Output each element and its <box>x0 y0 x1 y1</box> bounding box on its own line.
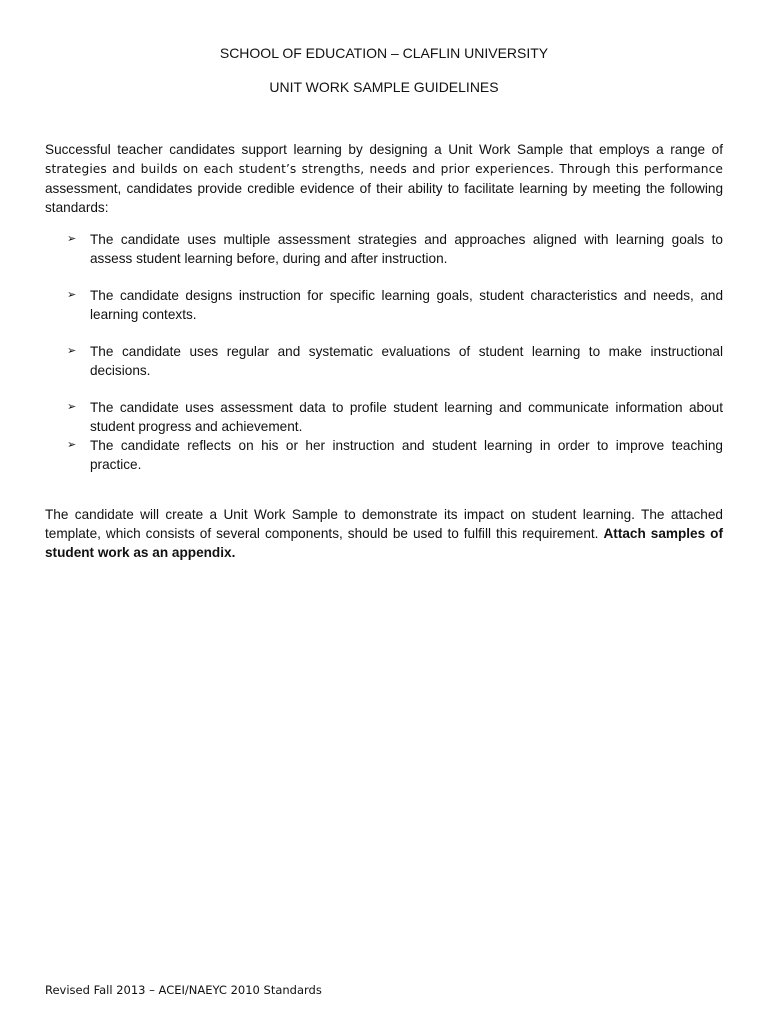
standard-text: The candidate designs instruction for specific learning goals, student characteristics and needs, and learning contexts. <box>90 288 723 322</box>
closing-text: The candidate will create a Unit Work Sample to demonstrate its impact on student learning. The attached template, which consists of several components, should be used to fulfill this requirement. <box>45 507 723 541</box>
list-item <box>45 342 723 380</box>
page-footer: Revised Fall 2013 – ACEI/NAEYC 2010 Standards <box>45 983 322 997</box>
standard-text: The candidate reflects on his or her instruction and student learning in order to improve teaching practice. <box>90 438 723 472</box>
list-item <box>45 398 723 436</box>
standards-list <box>45 230 723 474</box>
list-item <box>45 230 723 268</box>
school-title: SCHOOL OF EDUCATION – CLAFLIN UNIVERSITY <box>219 45 549 61</box>
arrowhead-bullet-icon: ➢ <box>67 233 77 245</box>
intro-text-part3: assessment, candidates provide credible evidence of their ability to facilitate learning by meeting the following standards: <box>45 181 723 215</box>
intro-text-part2: strategies and builds on each student’s strengths, needs and prior experiences. Through this performance <box>45 162 723 176</box>
intro-text-part1: Successful teacher candidates support learning by designing a Unit Work Sample that employs a range of <box>45 142 723 157</box>
arrowhead-bullet-icon: ➢ <box>67 439 77 451</box>
closing-bold-instruction: Attach samples of student work as an appendix. <box>45 526 724 560</box>
list-item <box>45 286 723 324</box>
list-item <box>45 436 723 474</box>
standard-text: The candidate uses assessment data to profile student learning and communicate information about student progress and achievement. <box>90 400 723 434</box>
arrowhead-bullet-icon: ➢ <box>67 345 77 357</box>
arrowhead-bullet-icon: ➢ <box>67 401 77 413</box>
document-title: UNIT WORK SAMPLE GUIDELINES <box>269 79 499 95</box>
standard-text: The candidate uses multiple assessment strategies and approaches aligned with learning goals to assess student learning before, during and after instruction. <box>90 232 723 266</box>
standard-text: The candidate uses regular and systematic evaluations of student learning to make instructional decisions. <box>90 344 723 378</box>
arrowhead-bullet-icon: ➢ <box>67 289 77 301</box>
closing-paragraph <box>45 505 723 562</box>
intro-paragraph <box>45 140 723 217</box>
